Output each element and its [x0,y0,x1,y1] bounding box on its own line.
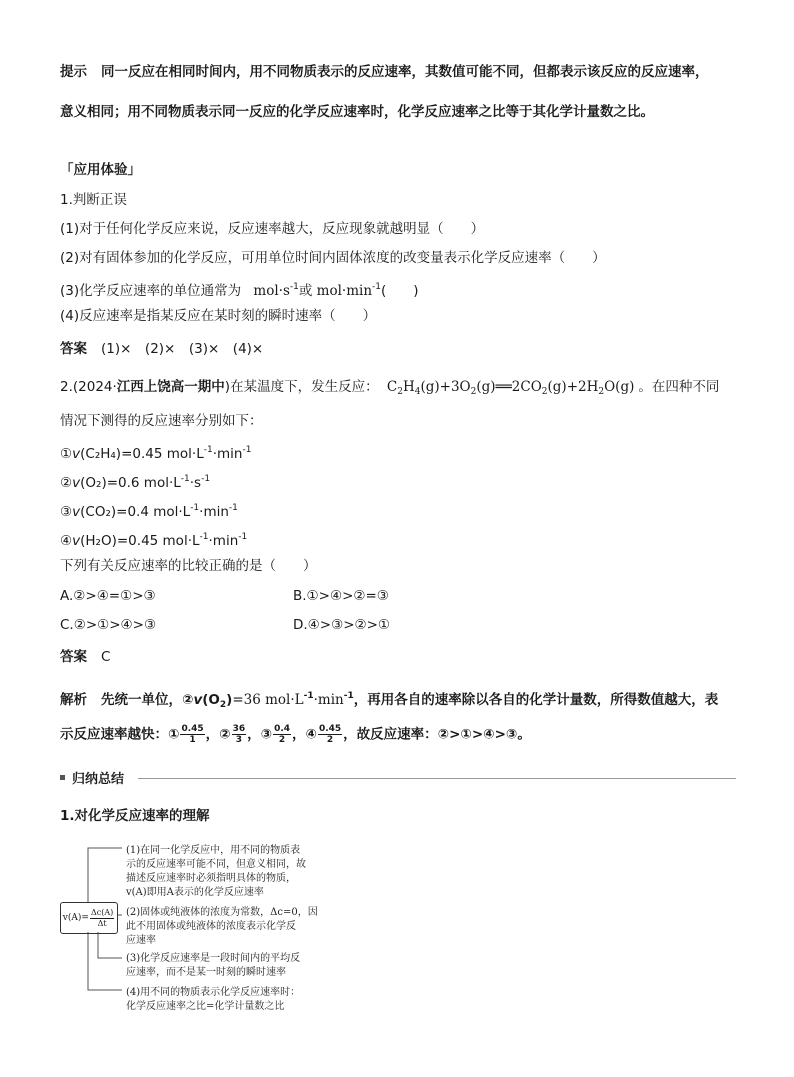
summary-title: 归纳总结 [72,772,125,787]
q2-stem-line-2: 情况下测得的反应速率分别如下： [60,413,263,429]
q1-answer: 答案 (1)× (2)× (3)× (4)× [60,341,264,357]
point-2-line-1: (2)固体或纯液体的浓度为常数，Δc=0，因 [126,907,318,918]
point-1-line-1: (1)在同一化学反应中，用不同的物质表 [126,845,301,856]
point-3-line-1: (3)化学反应速率是一段时间内的平均反 [126,953,301,964]
point-4-line-1: (4)用不同的物质表示化学反应速率时： [126,987,301,998]
point-1-line-4: v(A)即用A表示的化学反应速率 [126,887,264,898]
q1-item-2: (2)对有固体参加的化学反应，可用单位时间内固体浓度的改变量表示化学反应速率（ ） [60,250,606,266]
option-d: D.④>③>②>① [293,617,391,633]
apply-section-header: 「应用体验」 [60,162,141,178]
option-a: A.②>④=①>③ [60,588,156,604]
q1-item-3: (3)化学反应速率的单位通常为 $mol\cdot s^{-1}$或 $mol\cdot\min^{-1}$( ) [60,282,419,299]
rate-2: ②v(O₂)=0.6 $mol\cdot L^{-1}\cdot s^{-1}$ [60,474,211,491]
q2-answer: 答案 C [60,649,111,665]
summary-divider [60,770,736,786]
analysis-line-2: 示反应速率越快：① $\frac{0.45}{1}$ ，② $\frac{36}{3}$ ，③ $\frac{0.4}{2}$ ，④ $\frac{0.45}{2}$ ，故反应速率：②>①>④>③。 [60,724,531,745]
rate-4: ④v(H₂O)=0.45 $mol\cdot L^{-1}\cdot\min^{-1}$ [60,532,248,549]
point-1-line-3: 描述反应速率时必须指明具体的物质， [126,873,296,884]
q1-title: 1.判断正误 [60,192,127,208]
point-3-line-2: 应速率，而不是某一时刻的瞬时速率 [126,967,286,978]
point-1-line-2: 示的反应速率可能不同，但意义相同，故 [126,859,306,870]
q1-item-4: (4)反应速率是指某反应在某时刻的瞬时速率（ ） [60,308,377,324]
hint-line-1: 提示 同一反应在相同时间内，用不同物质表示的反应速率，其数值可能不同，但都表示该反应的反应速率， [60,64,709,80]
q1-item-1: (1)对于任何化学反应来说，反应速率越大，反应现象就越明显（ ） [60,221,485,237]
analysis-line-1: 解析 先统一单位，$②v(O_2)=36$ $mol\cdot L^{-1}\cdot\min^{-1}$，再用各自的速率除以各自的化学计量数，所得数值越大，表 [60,691,719,710]
rate-concept-diagram [60,840,360,1030]
square-bullet-icon [60,775,65,780]
hint-line-2: 意义相同；用不同物质表示同一反应的化学反应速率时，化学反应速率之比等于其化学计量数之比。 [60,104,654,120]
point-2-line-2: 此不用固体或纯液体的浓度表示化学反 [126,921,296,932]
option-b: B.①>④>②=③ [293,588,389,604]
q2-stem-line-1: 2.(2024·江西上饶高一期中)在某温度下，发生反应： $C_2H_4(g)+3O_2(g)══2CO_2(g)+2H_2O(g)$ 。在四种不同 [60,379,720,397]
summary-heading: 1.对化学反应速率的理解 [60,808,210,824]
option-c: C.②>①>④>③ [60,617,157,633]
rate-3: ③v(CO₂)=0.4 $mol\cdot L^{-1}\cdot\min^{-1}$ [60,503,238,520]
q2-question: 下列有关反应速率的比较正确的是（ ） [60,558,317,574]
point-4-line-2: 化学反应速率之比=化学计量数之比 [126,1001,285,1012]
rate-formula-box: v(A)= $\frac{\Delta c(A)}{\Delta t}$ [60,902,118,934]
point-2-line-3: 应速率 [126,935,156,946]
rate-1: ①v(C₂H₄)=0.45 $mol\cdot L^{-1}\cdot\min^{-1}$ [60,445,252,462]
reaction-equation: $C_2H_4(g)+3O_2(g)══2CO_2(g)+2H_2O(g)$ [386,379,635,397]
hint-label: 提示 [60,64,87,80]
